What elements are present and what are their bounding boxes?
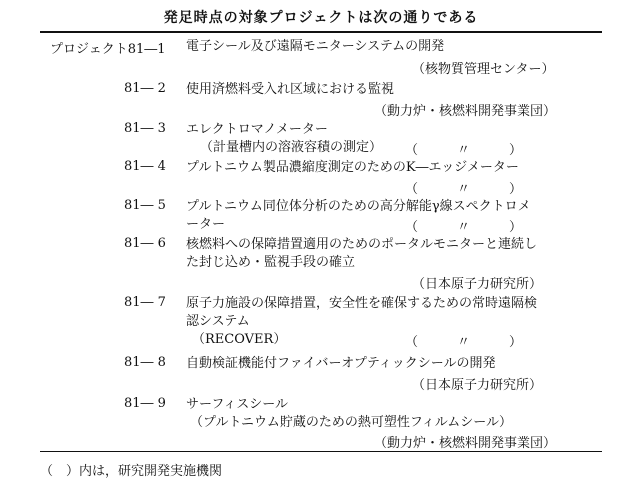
bottom-rule: [40, 451, 602, 452]
ditto-mark: （ 〃 ）: [405, 182, 523, 197]
page-title: 発足時点の対象プロジェクトは次の通りである: [163, 10, 479, 26]
project-description: [186, 236, 566, 272]
top-rule: [40, 31, 602, 33]
description-line: 原子力施設の保障措置，安全性を確保するための常時遠隔検: [186, 296, 538, 311]
project-description: [186, 38, 566, 56]
project-description: [186, 396, 566, 432]
description-line: 核燃料への保障措置適用のためのポータルモニターと連続し: [186, 237, 538, 252]
description-line: （計量槽内の溶液容積の測定）: [200, 140, 383, 155]
project-id: 81― 9: [124, 396, 166, 411]
description-line: （RECOVER）: [192, 332, 287, 347]
description-line: 認システム: [186, 314, 250, 329]
organization: （日本原子力研究所）: [412, 378, 543, 393]
footnote: （ ）内は，研究開発実施機関: [40, 464, 223, 479]
description-line: （プルトニウム貯蔵のための熱可塑性フィルムシール）: [190, 415, 513, 430]
project-description: [186, 81, 566, 99]
project-id: 81― 3: [124, 121, 166, 136]
description-line: プルトニウム製品濃縮度測定のためのK―エッジメーター: [186, 160, 519, 175]
description-line: 使用済燃料受入れ区域における監視: [186, 82, 395, 97]
organization: （動力炉・核燃料開発事業団）: [374, 436, 557, 451]
ditto-mark: （ 〃 ）: [405, 220, 523, 235]
project-id: 81― 8: [124, 355, 166, 370]
project-description: [186, 159, 566, 177]
ditto-mark: （ 〃 ）: [405, 143, 523, 158]
description-line: た封じ込め・監視手段の確立: [186, 255, 356, 270]
description-line: 自動検証機能付ファイバーオプティックシールの開発: [186, 356, 496, 371]
project-id: 81― 6: [124, 236, 166, 251]
project-id: プロジェクト81―1: [50, 42, 166, 57]
organization: （日本原子力研究所）: [412, 277, 543, 292]
project-id: 81― 5: [124, 198, 166, 213]
description-line: ーター: [186, 217, 226, 232]
description-line: エレクトロマノメーター: [186, 122, 328, 137]
project-id: 81― 2: [124, 81, 166, 96]
description-line: 電子シール及び遠隔モニターシステムの開発: [186, 39, 445, 54]
description-line: サーフィスシール: [186, 397, 289, 412]
project-id: 81― 4: [124, 159, 166, 174]
project-description: [186, 355, 566, 373]
organization: （動力炉・核燃料開発事業団）: [374, 104, 557, 119]
ditto-mark: （ 〃 ）: [405, 335, 523, 350]
description-line: プルトニウム同位体分析のための高分解能γ線スペクトロメ: [186, 199, 531, 214]
organization: （核物質管理センター）: [412, 62, 555, 77]
project-id: 81― 7: [124, 295, 166, 310]
